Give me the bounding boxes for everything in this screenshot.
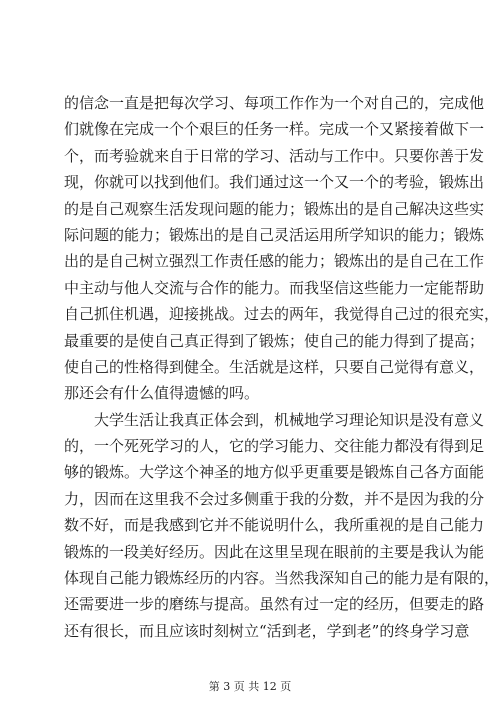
text-line: 还需要进一步的磨练与提高。虽然有过一定的经历，但要走的路: [64, 595, 485, 614]
text-line: 际问题的能力；锻炼出的是自己灵活运用所学知识的能力；锻炼: [64, 225, 485, 244]
text-line: 中主动与他人交流与合作的能力。而我坚信这些能力一定能帮助: [64, 278, 485, 297]
text-line: 体现自己能力锻炼经历的内容。当然我深知自己的能力是有限的，: [64, 569, 500, 588]
text-line: 最重要的是使自己真正得到了锻炼；使自己的能力得到了提高；: [64, 331, 485, 350]
paragraph-start-line: 大学生活让我真正体会到，机械地学习理论知识是没有意义: [94, 410, 485, 429]
text-line: 使自己的性格得到健全。生活就是这样，只要自己觉得有意义，: [64, 357, 485, 376]
text-line: 们就像在完成一个个艰巨的任务一样。完成一个又紧接着做下一: [64, 120, 485, 139]
text-line: 出的是自己树立强烈工作责任感的能力；锻炼出的是自己在工作: [64, 252, 485, 271]
text-line: 数不好，而是我感到它并不能说明什么，我所重视的是自己能力: [64, 516, 485, 535]
text-line: 的信念一直是把每次学习、每项工作作为一个对自己的，完成他: [64, 94, 485, 112]
text-line: 锻炼的一段美好经历。因此在这里呈现在眼前的主要是我认为能: [64, 542, 485, 561]
text-line: 现，你就可以找到他们。我们通过这一个又一个的考验，锻炼出: [64, 173, 485, 192]
text-line: 自己抓住机遇，迎接挑战。过去的两年，我觉得自己过的很充实，: [64, 305, 500, 324]
text-line: 还有很长，而且应该时刻树立“活到老，学到老”的终身学习意: [64, 621, 470, 640]
text-line: 的，一个死死学习的人，它的学习能力、交往能力都没有得到足: [64, 437, 485, 456]
page-footer: 第 3 页 共 12 页: [208, 680, 292, 693]
text-line: 够的锻炼。大学这个神圣的地方似乎更重要是锻炼自己各方面能: [64, 463, 485, 482]
text-line: 个，而考验就来自于日常的学习、活动与工作中。只要你善于发: [64, 146, 485, 165]
text-line: 的是自己观察生活发现问题的能力；锻炼出的是自己解决这些实: [64, 199, 485, 218]
paragraph-end-line: 那还会有什么值得遗憾的吗。: [64, 384, 260, 403]
text-line: 力，因而在这里我不会过多侧重于我的分数，并不是因为我的分: [64, 489, 485, 508]
body-text: [64, 90, 500, 644]
